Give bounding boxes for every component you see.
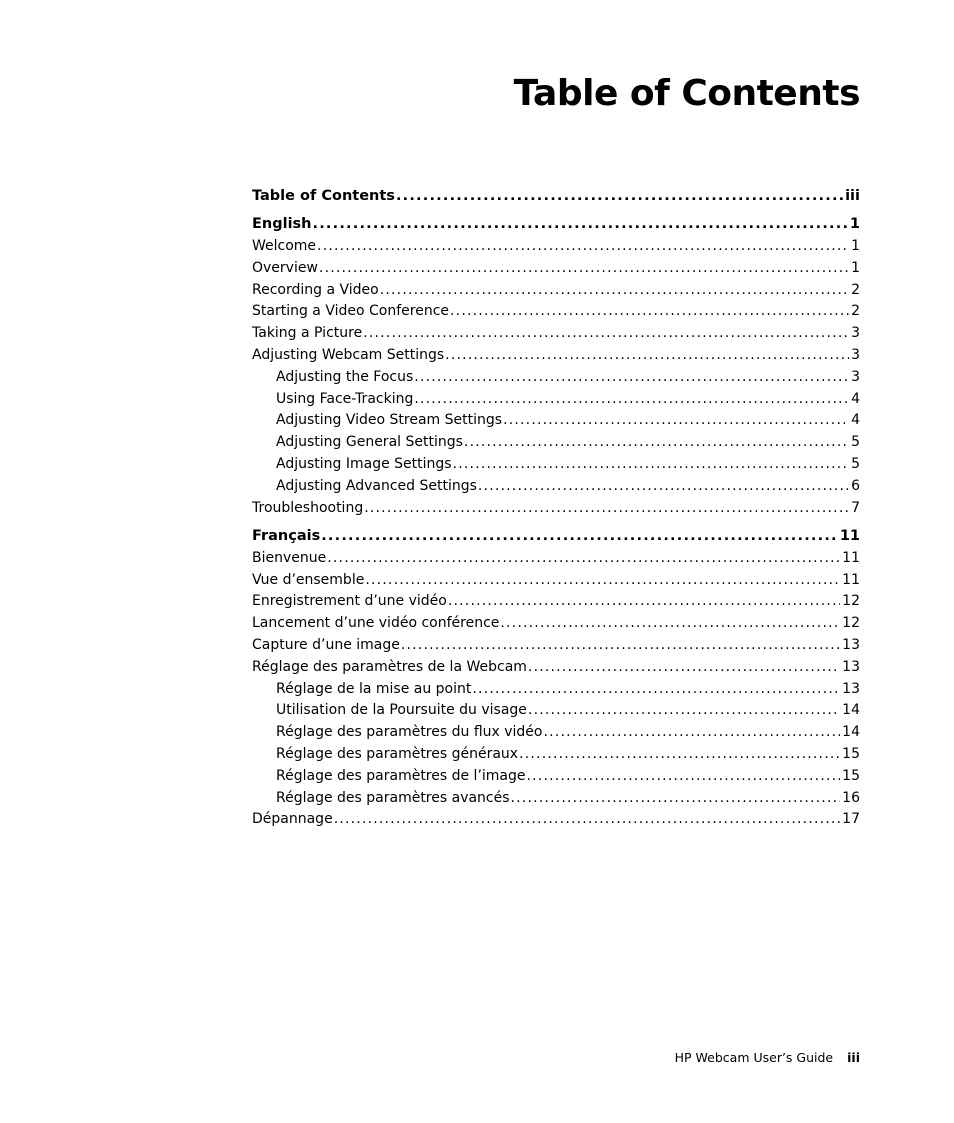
toc-dot-leader xyxy=(448,591,840,613)
toc-entry-label: Troubleshooting xyxy=(252,499,364,516)
toc-entry[interactable] xyxy=(252,367,860,389)
toc-entry[interactable] xyxy=(252,766,860,788)
toc-entry[interactable] xyxy=(252,345,860,367)
toc-entry-label: Adjusting General Settings xyxy=(276,434,463,451)
toc-dot-leader xyxy=(445,345,849,367)
toc-entry-label: Adjusting Webcam Settings xyxy=(252,347,445,364)
toc-dot-leader xyxy=(528,657,840,679)
toc-entry-label: Réglage des paramètres de la Webcam xyxy=(252,658,527,675)
toc-entry-label: Utilisation de la Poursuite du visage xyxy=(276,702,527,719)
toc-entry-page-number: 1 xyxy=(851,238,860,255)
toc-entry-label: Capture d’une image xyxy=(252,636,400,653)
toc-entry[interactable] xyxy=(252,389,860,411)
toc-dot-leader xyxy=(364,498,849,520)
toc-entry-page-number: 17 xyxy=(842,811,860,828)
toc-entry-page-number: 4 xyxy=(851,412,860,429)
toc-dot-leader xyxy=(401,635,840,657)
toc-dot-leader xyxy=(472,679,840,701)
toc-entry[interactable] xyxy=(252,548,860,570)
toc-dot-leader xyxy=(317,236,849,258)
toc-entry[interactable] xyxy=(252,258,860,280)
page-title: Table of Contents xyxy=(513,73,860,114)
toc-entry[interactable] xyxy=(252,432,860,454)
toc-dot-leader xyxy=(519,744,840,766)
toc-entry-page-number: 13 xyxy=(842,658,860,675)
toc-entry-page-number: 3 xyxy=(851,347,860,364)
toc-entry[interactable] xyxy=(252,526,860,548)
toc-entry-label: Enregistrement d’une vidéo xyxy=(252,593,447,610)
toc-dot-leader xyxy=(414,367,849,389)
toc-dot-leader xyxy=(313,214,848,236)
toc-entry[interactable] xyxy=(252,744,860,766)
toc-entry-label: Réglage des paramètres avancés xyxy=(276,789,510,806)
toc-entry-label: Using Face-Tracking xyxy=(276,390,414,407)
toc-entry-label: Adjusting Image Settings xyxy=(276,456,452,473)
toc-entry[interactable] xyxy=(252,722,860,744)
toc-dot-leader xyxy=(478,476,849,498)
toc-entry[interactable] xyxy=(252,323,860,345)
toc-entry-page-number: 14 xyxy=(842,702,860,719)
toc-entry-page-number: 11 xyxy=(842,549,860,566)
footer-guide-title: HP Webcam User’s Guide xyxy=(674,1050,834,1065)
toc-dot-leader xyxy=(321,526,838,548)
toc-entry-label: Dépannage xyxy=(252,811,333,828)
toc-dot-leader xyxy=(500,613,840,635)
toc-entry-label: Réglage des paramètres de l’image xyxy=(276,767,526,784)
toc-entry-label: Table of Contents xyxy=(252,188,395,204)
toc-entry-page-number: 14 xyxy=(842,724,860,741)
toc-entry[interactable] xyxy=(252,700,860,722)
toc-entry-page-number: 15 xyxy=(842,767,860,784)
toc-entry-page-number: 12 xyxy=(842,593,860,610)
toc-entry[interactable] xyxy=(252,214,860,236)
toc-entry[interactable] xyxy=(252,236,860,258)
toc-entry-page-number: 1 xyxy=(849,216,860,233)
toc-entry[interactable] xyxy=(252,301,860,323)
toc-dot-leader xyxy=(511,788,841,810)
toc-entry-label: Vue d’ensemble xyxy=(252,571,365,588)
toc-dot-leader xyxy=(450,301,849,323)
toc-entry-page-number: 13 xyxy=(842,680,860,697)
toc-entry-page-number: 5 xyxy=(851,456,860,473)
toc-entry[interactable] xyxy=(252,591,860,613)
toc-entry-page-number: 16 xyxy=(842,789,860,806)
toc-entry-label: Recording a Video xyxy=(252,281,379,298)
page-footer xyxy=(675,1049,860,1067)
toc-dot-leader xyxy=(334,809,840,831)
footer-page-number: iii xyxy=(847,1050,860,1065)
toc-entry-page-number: 4 xyxy=(851,390,860,407)
toc-entry[interactable] xyxy=(252,186,860,208)
toc-dot-leader xyxy=(414,389,849,411)
toc-entry-label: Réglage de la mise au point xyxy=(276,680,472,697)
toc-entry-page-number: 2 xyxy=(851,281,860,298)
toc-entry-label: Taking a Picture xyxy=(252,325,363,342)
toc-entry-page-number: iii xyxy=(845,188,860,204)
toc-entry-label: Réglage des paramètres généraux xyxy=(276,745,519,762)
toc-entry-label: Bienvenue xyxy=(252,549,327,566)
toc-entry[interactable] xyxy=(252,410,860,432)
toc-dot-leader xyxy=(365,570,840,592)
toc-entry-label: Welcome xyxy=(252,238,317,255)
toc-dot-leader xyxy=(396,186,843,208)
toc-dot-leader xyxy=(319,258,849,280)
toc-entry-label: Lancement d’une vidéo conférence xyxy=(252,615,500,632)
toc-entry[interactable] xyxy=(252,454,860,476)
toc-dot-leader xyxy=(380,280,849,302)
toc-entry[interactable] xyxy=(252,498,860,520)
toc-entry-page-number: 13 xyxy=(842,636,860,653)
toc-entry-label: Réglage des paramètres du flux vidéo xyxy=(276,724,543,741)
table-of-contents xyxy=(252,186,860,831)
toc-dot-leader xyxy=(527,766,841,788)
toc-entry[interactable] xyxy=(252,635,860,657)
toc-entry[interactable] xyxy=(252,476,860,498)
toc-dot-leader xyxy=(327,548,840,570)
toc-entry-label: Overview xyxy=(252,259,318,276)
toc-entry-page-number: 12 xyxy=(842,615,860,632)
toc-dot-leader xyxy=(363,323,849,345)
toc-entry-page-number: 7 xyxy=(851,499,860,516)
toc-entry[interactable] xyxy=(252,657,860,679)
toc-entry-page-number: 3 xyxy=(851,325,860,342)
toc-entry[interactable] xyxy=(252,788,860,810)
toc-dot-leader xyxy=(453,454,849,476)
toc-entry-page-number: 5 xyxy=(851,434,860,451)
toc-entry[interactable] xyxy=(252,570,860,592)
toc-entry[interactable] xyxy=(252,613,860,635)
toc-entry-page-number: 2 xyxy=(851,303,860,320)
toc-entry-label: Adjusting the Focus xyxy=(276,368,414,385)
toc-entry-label: Français xyxy=(252,527,321,544)
toc-dot-leader xyxy=(503,410,849,432)
toc-entry-page-number: 11 xyxy=(839,527,860,544)
toc-entry-label: Adjusting Advanced Settings xyxy=(276,477,477,494)
toc-dot-leader xyxy=(464,432,849,454)
toc-entry-page-number: 3 xyxy=(851,368,860,385)
toc-entry-label: English xyxy=(252,216,312,233)
toc-dot-leader xyxy=(528,700,840,722)
toc-entry-page-number: 11 xyxy=(842,571,860,588)
toc-entry-page-number: 15 xyxy=(842,745,860,762)
toc-dot-leader xyxy=(544,722,841,744)
toc-entry[interactable] xyxy=(252,280,860,302)
toc-entry-page-number: 6 xyxy=(851,477,860,494)
toc-entry-page-number: 1 xyxy=(851,259,860,276)
toc-entry-label: Adjusting Video Stream Settings xyxy=(276,412,503,429)
toc-entry-label: Starting a Video Conference xyxy=(252,303,450,320)
toc-entry[interactable] xyxy=(252,679,860,701)
toc-entry[interactable] xyxy=(252,809,860,831)
